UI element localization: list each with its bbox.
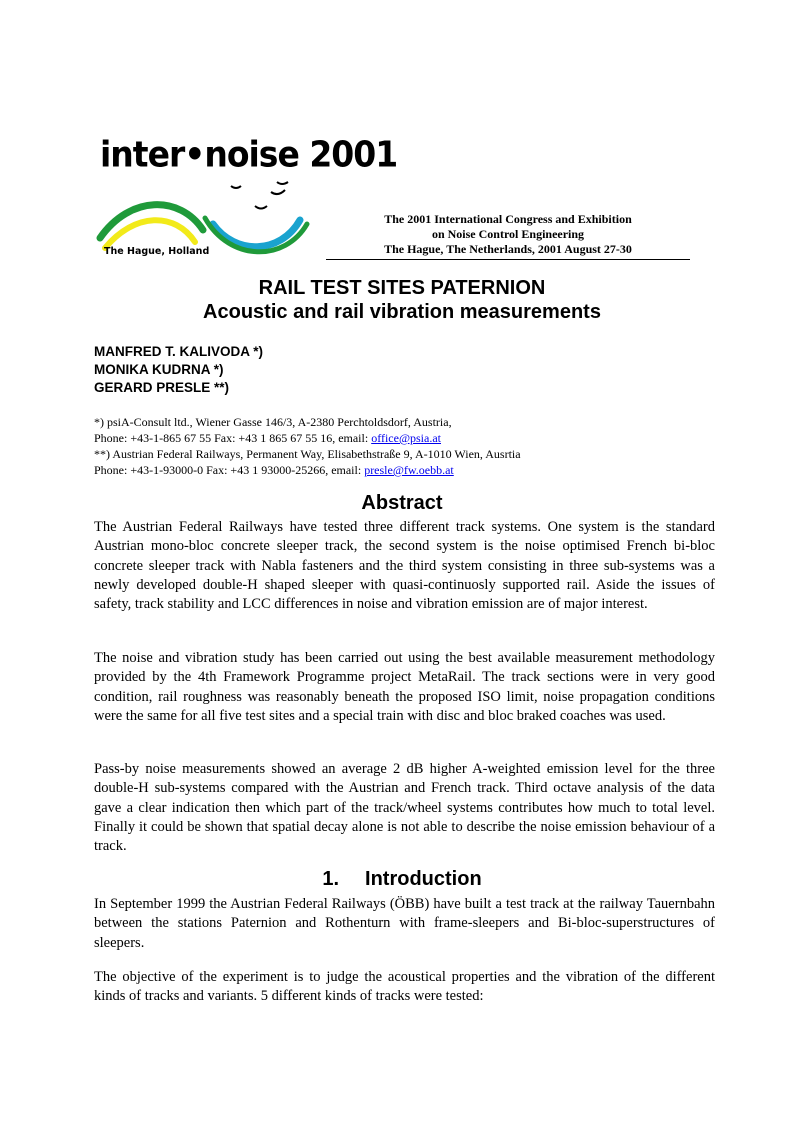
logo-bird-3 xyxy=(271,190,285,194)
affiliation-1-phone: Phone: +43-1-865 67 55 Fax: +43 1 865 67 55 16, email: xyxy=(94,431,372,445)
email-link-oebb[interactable]: presle@fw.oebb.at xyxy=(364,463,454,477)
logo-bird-1 xyxy=(231,186,241,188)
conference-logo-title: inter•noise 2001 xyxy=(100,133,398,176)
affiliation-2-phone: Phone: +43-1-93000-0 Fax: +43 1 93000-25266, email: xyxy=(94,463,365,477)
introduction-paragraph-1: In September 1999 the Austrian Federal Railways (ÖBB) have built a test track at the railway Tauernbahn between the stations Paternion and Rothenturn with frame-sleepers and Bi-bloc-superstructures of sleepers. xyxy=(94,896,715,951)
logo-place: The Hague, Holland xyxy=(104,246,210,257)
abstract-paragraph-1: The Austrian Federal Railways have tested three different track systems. One system is the standard Austrian mono-bloc concrete sleeper track, the second system is the noise optimised French bi-bloc concrete sleeper track with Nabla fasteners and the third system consisting in three sub-systems was a newly developed double-H shaped sleeper with quasi-continuosly supported rail. Aside the issues of safety, track stability and LCC differences in noise and vibration emission are of major interest. xyxy=(94,519,715,613)
author-3: GERARD PRESLE **) xyxy=(94,380,230,395)
title-line-2: Acoustic and rail vibration measurements xyxy=(203,301,601,323)
affiliation-1-contact xyxy=(94,430,714,446)
introduction-paragraph-2: The objective of the experiment is to judge the acoustical properties and the vibration of the different kinds of tracks and variants. 5 different kinds of tracks were tested: xyxy=(94,969,715,1005)
section-title: Introduction xyxy=(365,868,482,890)
affiliation-2: **) Austrian Federal Railways, Permanent Way, Elisabethstraße 9, A-1010 Wien, Ausrtia xyxy=(94,447,521,461)
author-2: MONIKA KUDRNA *) xyxy=(94,362,224,377)
abstract-paragraph-3: Pass-by noise measurements showed an average 2 dB higher A-weighted emission level for the three double-H sub-systems compared with the Austrian and French track. Third octave analysis of the data gave a clear indication then which part of the track/wheel systems contributes how much to total level. Finally it could be shown that spatial decay alone is not able to describe the noise emission behaviour of a track. xyxy=(94,761,715,855)
affiliation-1: *) psiA-Consult ltd., Wiener Gasse 146/3, A-2380 Perchtoldsdorf, Austria, xyxy=(94,415,452,429)
affiliation-2-contact xyxy=(94,462,714,478)
conference-line-1: The 2001 International Congress and Exhibition xyxy=(384,212,632,226)
abstract-paragraph-2: The noise and vibration study has been carried out using the best available measurement methodology provided by the 4th Framework Programme project MetaRail. The track sections were in very good condition, rail roughness was reasonably beneath the proposed ISO limit, noise propagation conditions were the same for all five test sites and a special train with disc and bloc braked coaches was used. xyxy=(94,650,715,724)
logo-bird-2 xyxy=(255,206,267,209)
conference-line-2: on Noise Control Engineering xyxy=(431,227,585,241)
author-1: MANFRED T. KALIVODA *) xyxy=(94,344,263,359)
abstract-heading: Abstract xyxy=(361,492,443,514)
conference-line-3: The Hague, The Netherlands, 2001 August 27-30 xyxy=(384,242,632,256)
section-heading-introduction xyxy=(94,867,710,891)
logo-yellow-wave xyxy=(105,220,195,248)
affiliations xyxy=(94,414,714,478)
logo-bird-4 xyxy=(277,182,288,184)
conference-info xyxy=(366,212,650,257)
section-number: 1. xyxy=(322,868,340,890)
email-link-psia[interactable]: office@psia.at xyxy=(371,431,441,445)
header-rule xyxy=(326,259,690,260)
paper-title xyxy=(94,276,710,324)
title-line-1: RAIL TEST SITES PATERNION xyxy=(258,277,546,299)
author-list xyxy=(94,343,263,397)
